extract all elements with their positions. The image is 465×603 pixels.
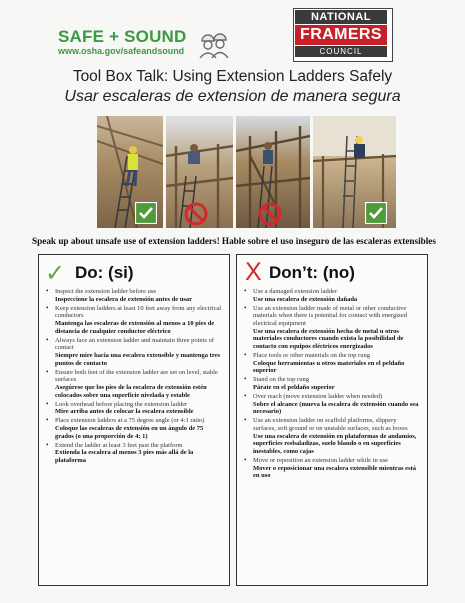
list-item: • Inspect the extension ladder before use Inspeccione la escalera de extensión antes de usar bbox=[55, 288, 223, 303]
brand-title: SAFE + SOUND bbox=[58, 27, 187, 46]
x-icon: X bbox=[245, 258, 262, 286]
photo-unsafe-ladder-use-1 bbox=[166, 116, 233, 228]
do-list bbox=[39, 288, 229, 466]
list-item: • Ensure both feet of the extension ladder are set on level, stable surfaces Asegúrese que los pies de la escalera de extensión estén colocados sobre una superficie nivelada y estable bbox=[55, 369, 223, 399]
list-item: • Keep extension ladders at least 10 feet away from any electrical conductors Mantenga las escaleras de extensión al menos a 10 pies de distancia de cualquier conductor eléctrico bbox=[55, 305, 223, 335]
list-item: • Stand on the top rung Párate en el peldaño superior bbox=[253, 376, 421, 391]
dont-panel bbox=[236, 254, 428, 586]
check-icon bbox=[135, 202, 157, 224]
do-panel bbox=[38, 254, 230, 586]
brand-url: www.osha.gov/safeandsound bbox=[58, 46, 185, 56]
dont-list bbox=[237, 288, 427, 481]
do-heading-label: Do: (si) bbox=[75, 263, 134, 282]
logo-framers-text: FRAMERS bbox=[295, 25, 387, 45]
logo-council-text: COUNCIL bbox=[295, 46, 387, 57]
list-item: • Over reach (move extension ladder when needed) Sobre el alcance (mueva la escalera de extensión cuando sea necesario) bbox=[253, 393, 421, 416]
workers-icon bbox=[196, 29, 232, 59]
national-framers-council-logo bbox=[293, 8, 391, 60]
list-item: • Place tools or other materials on the top rung Coloque herramientas u otros materiales en el peldaño superior bbox=[253, 352, 421, 375]
dont-heading-label: Don’t: (no) bbox=[269, 263, 355, 282]
list-item: • Look overhead before placing the extension ladder Mire arriba antes de colocar la escalera extensible bbox=[55, 401, 223, 416]
speak-up-banner: Speak up about unsafe use of extension ladders! Hable sobre el uso inseguro de las escaleras extensibles bbox=[32, 236, 436, 246]
list-item: • Move or reposition an extension ladder while in use Mover o reposicionar una escalera extensible mientras está en uso bbox=[253, 457, 421, 480]
list-item: • Place extension ladders at a 75 degree angle (or 4:1 ratio) Coloque las escaleras de extensión en un ángulo de 75 grados (o una proporción de 4: 1) bbox=[55, 417, 223, 440]
list-item: • Use an extension ladder made of metal or other conductive materials when there is potential for contact with energized electrical equipment Use una escalera de extensión hecha de metal u otros materiales conductores cuando exista la posibilidad de contacto con equipos eléctricos energizados bbox=[253, 305, 421, 351]
photo-unsafe-ladder-use-2 bbox=[236, 116, 310, 228]
list-item: • Use a damaged extension ladder Use una escalera de extensión dañada bbox=[253, 288, 421, 303]
safe-and-sound-logo bbox=[58, 28, 248, 60]
checkmark-icon: ✓ bbox=[45, 259, 66, 287]
list-item: • Always face an extension ladder and maintain three points of contact Siempre mire hacia una escalera extensible y mantenga tres puntos de contacto bbox=[55, 337, 223, 367]
page-subtitle-spanish: Usar escaleras de extension de manera segura bbox=[64, 88, 401, 105]
prohibited-icon bbox=[184, 202, 208, 226]
logo-national-text: NATIONAL bbox=[295, 10, 387, 24]
page-title: Tool Box Talk: Using Extension Ladders Safely bbox=[72, 68, 393, 85]
prohibited-icon bbox=[258, 202, 282, 226]
header bbox=[0, 0, 465, 66]
photo-safe-ladder-use bbox=[97, 116, 163, 228]
photo-safe-ladder-use-2 bbox=[313, 116, 396, 228]
list-item: • Use an extension ladder on scaffold platforms, slippery surfaces, soft ground or on unstable surfaces, such as boxes Use una escalera de extensión en plataformas de andamios, superficies resbaladizas, suelo blando o en superficies inestables, como cajas bbox=[253, 417, 421, 455]
list-item: • Extend the ladder at least 3 feet past the platform Extienda la escalera al menos 3 pies más allá de la plataforma bbox=[55, 442, 223, 465]
check-icon bbox=[365, 202, 387, 224]
